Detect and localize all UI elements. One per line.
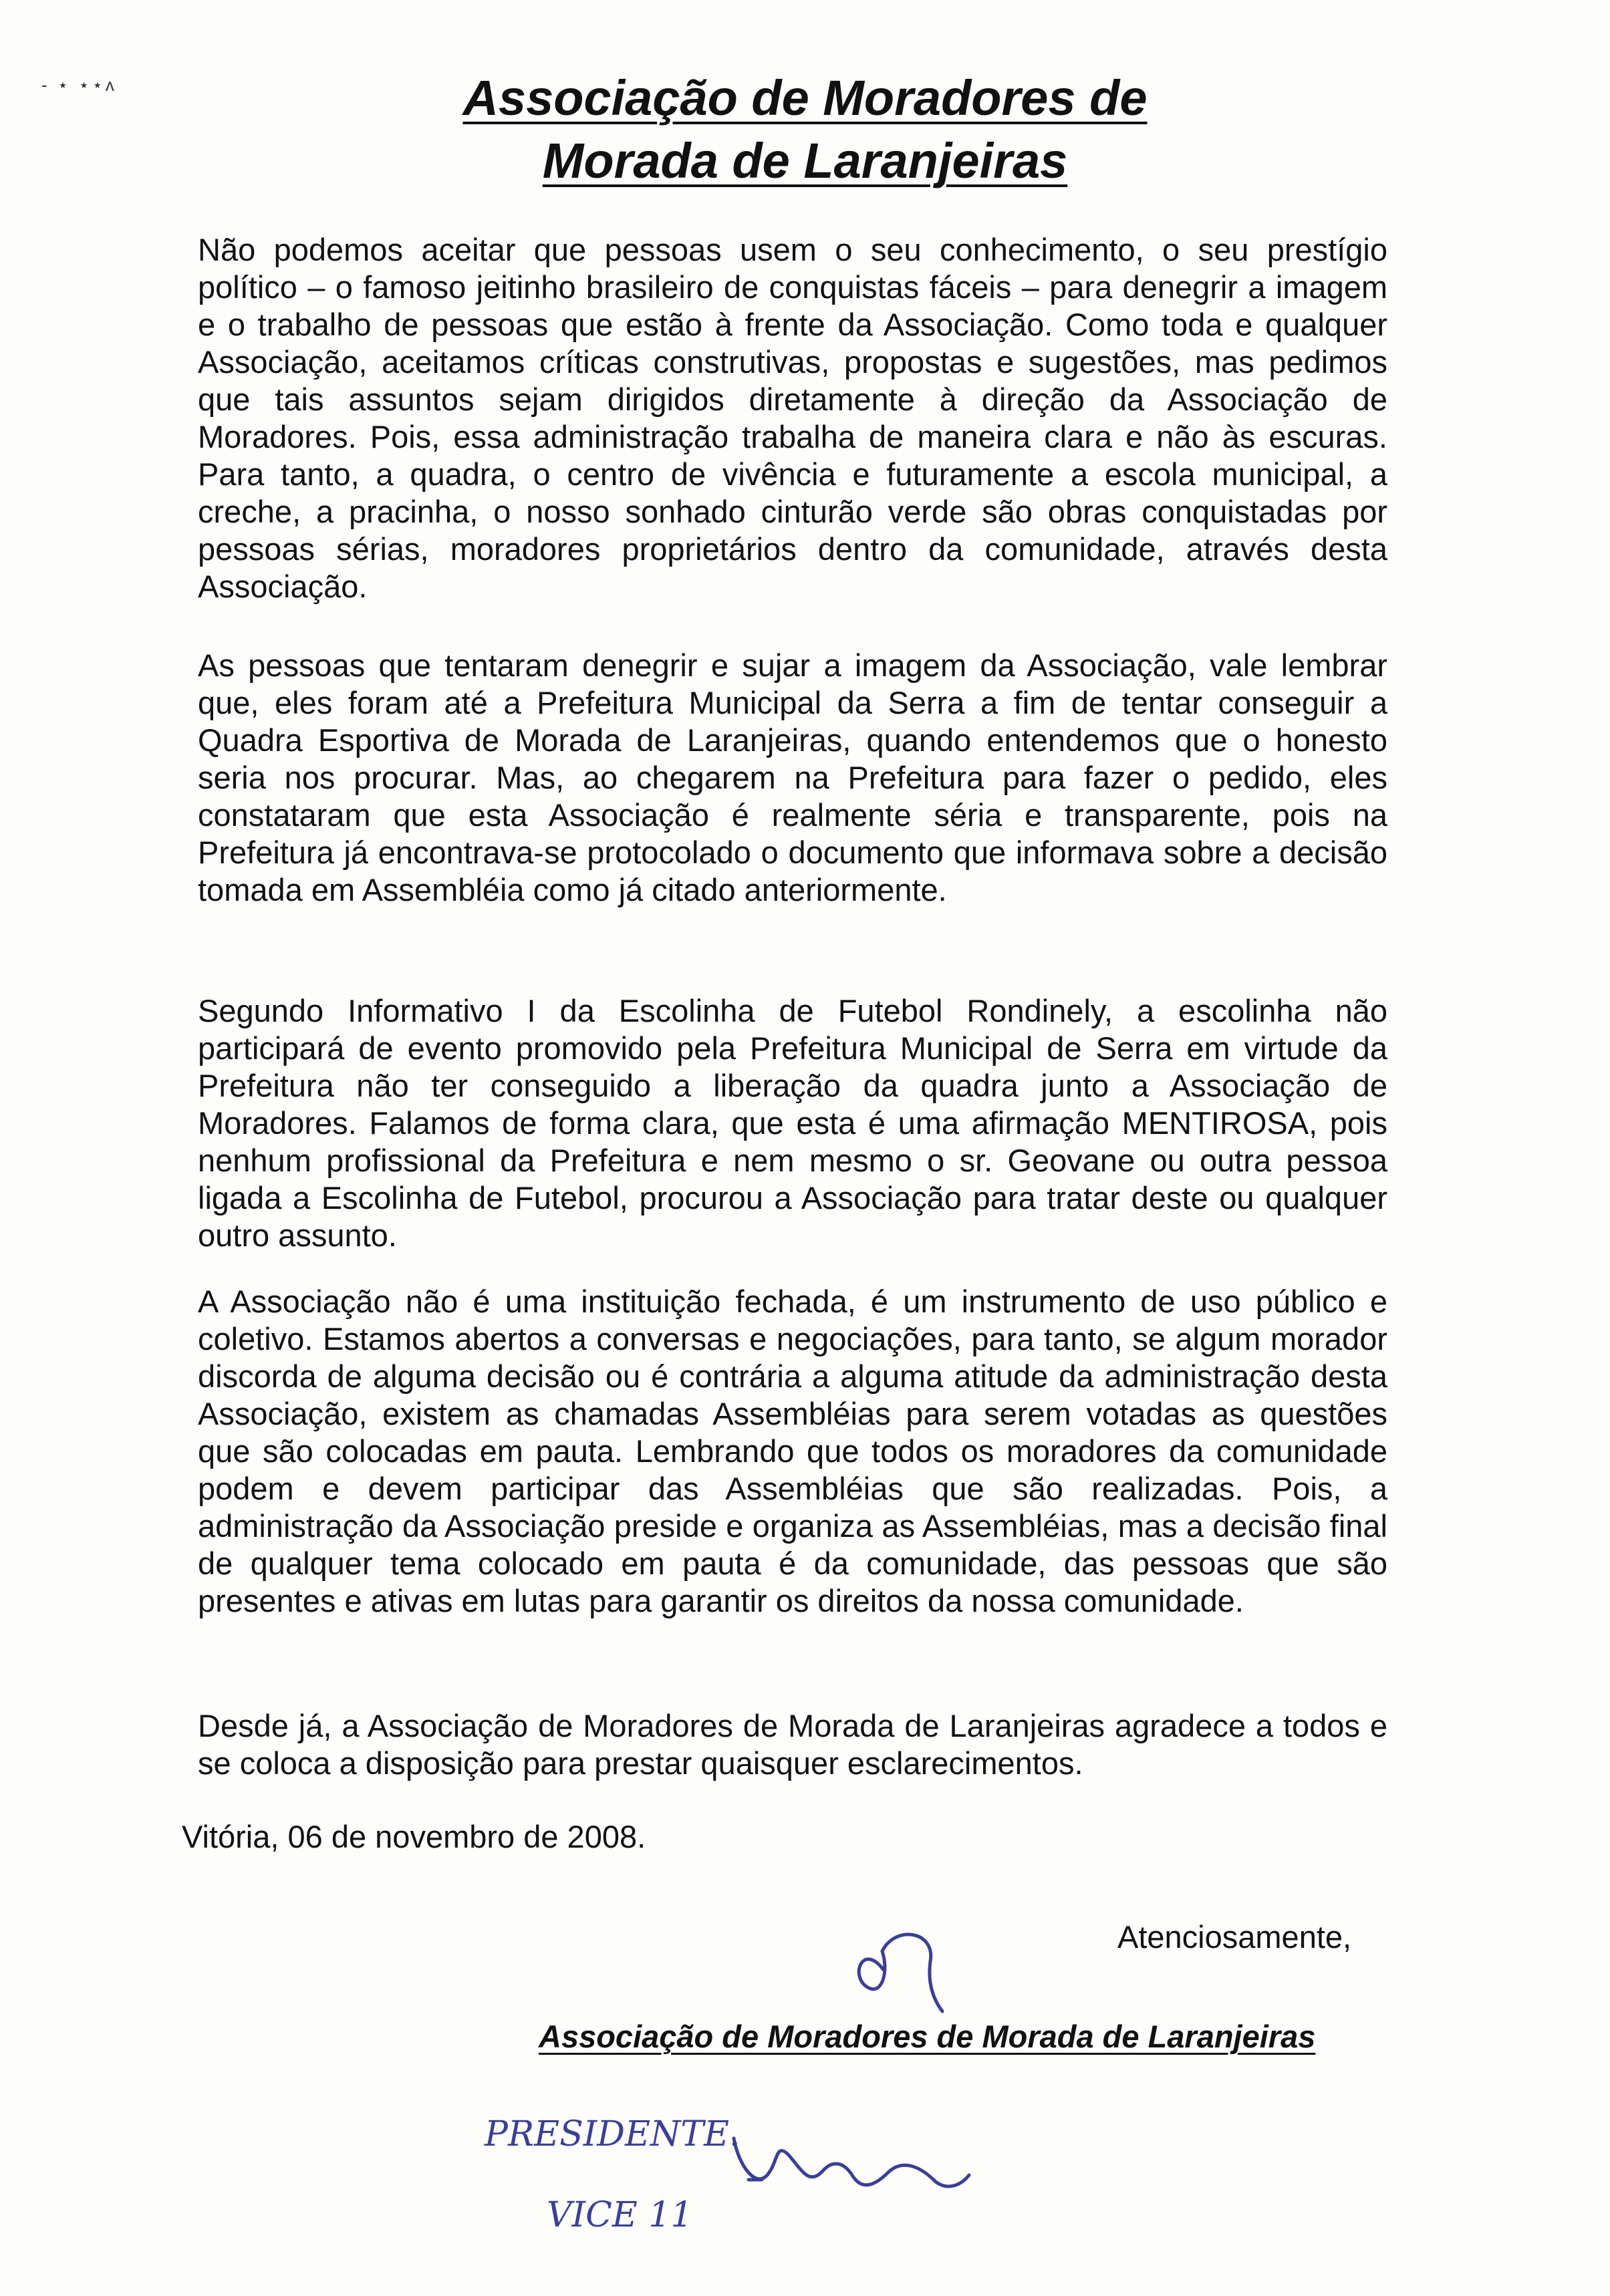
closing-salutation: Atenciosamente, [1117, 1919, 1352, 1955]
handwritten-president: PRESIDENTE. [485, 2114, 741, 2154]
paragraph-1: Não podemos aceitar que pessoas usem o seu conhecimento, o seu prestígio político – o famoso jeitinho brasileiro de conquistas fáceis – para denegrir a imagem e o trabalho de pessoas que estão à frente da Associação. Como toda e qualquer Associação, aceitamos críticas construtivas, propostas e sugestões, mas pedimos que tais assuntos sejam dirigidos diretamente à direção da Associação de Moradores. Pois, essa administração trabalha de maneira clara e não às escuras. Para tanto, a quadra, o centro de vivência e futuramente a escola municipal, a creche, a pracinha, o nosso sonhado cinturão verde são obras conquistadas por pessoas sérias, moradores proprietários dentro da comunidade, através desta Associação. [198, 232, 1387, 604]
paragraph-2: As pessoas que tentaram denegrir e sujar a imagem da Associação, vale lembrar que, eles foram até a Prefeitura Municipal da Serra a fim de tentar conseguir a Quadra Esportiva de Morada de Laranjeiras, quando entendemos que o honesto seria nos procurar. Mas, ao chegarem na Prefeitura para fazer o pedido, eles constataram que esta Associação é realmente séria e transparente, pois na Prefeitura já encontrava-se protocolado o documento que informava sobre a decisão tomada em Assembléia como já citado anteriormente. [198, 648, 1387, 907]
scan-mark: - ⋆ ⋆⋆ʌ [41, 75, 117, 95]
date-line: Vitória, 06 de novembro de 2008. [182, 1819, 646, 1854]
paragraph-5: Desde já, a Associação de Moradores de Morada de Laranjeiras agradece a todos e se coloca a disposição para prestar quaisquer esclarecimentos. [198, 1708, 1387, 1781]
title-line-1: Associação de Moradores de [462, 70, 1148, 126]
title-line-2: Morada de Laranjeiras [542, 133, 1068, 188]
paragraph-3: Segundo Informativo I da Escolinha de Futebol Rondinely, a escolinha não participará de evento promovido pela Prefeitura Municipal de Serra em virtude da Prefeitura não ter conseguido a liberação da quadra junto a Associação de Moradores. Falamos de forma clara, que esta é uma afirmação MENTIROSA, pois nenhum profissional da Prefeitura e nem mesmo o sr. Geovane ou outra pessoa ligada a Escolinha de Futebol, procurou a Associação para tratar deste ou qualquer outro assunto. [198, 993, 1387, 1253]
signature-organization: Associação de Moradores de Morada de Laranjeiras [539, 2019, 1316, 2054]
handwritten-vice: VICE 11 [547, 2195, 693, 2235]
signature-mark-top [859, 1934, 942, 2011]
signature-mark-bottom [734, 2138, 969, 2186]
paragraph-4: A Associação não é uma instituição fechada, é um instrumento de uso público e coletivo. Estamos abertos a conversas e negociações, para tanto, se algum morador discorda de alguma decisão ou é contrária a alguma atitude da administração desta Associação, existem as chamadas Assembléias para serem votadas as questões que são colocadas em pauta. Lembrando que todos os moradores da comunidade podem e devem participar das Assembléias que são realizadas. Pois, a administração da Associação preside e organiza as Assembléias, mas a decisão final de qualquer tema colocado em pauta é da comunidade, das pessoas que são presentes e ativas em lutas para garantir os direitos da nossa comunidade. [198, 1284, 1387, 1618]
